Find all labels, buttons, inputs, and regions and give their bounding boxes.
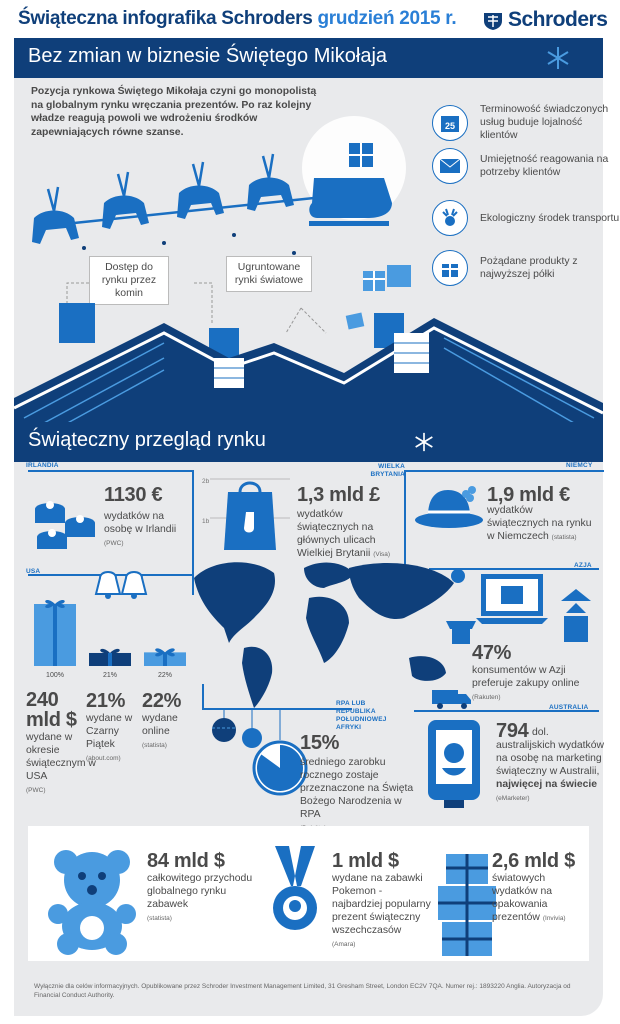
envelope-icon <box>432 148 468 184</box>
gift-ribbon <box>108 653 112 666</box>
region-label: USA <box>26 568 41 575</box>
region-label: AZJA <box>574 562 592 569</box>
santa-billboard-icon <box>424 718 484 810</box>
usa-value-1: 240 mld $ <box>26 689 77 731</box>
ornaments-pie-icon <box>202 710 302 800</box>
gift-icon <box>359 263 389 293</box>
medal-icon <box>269 846 321 946</box>
toys-desc: całkowitego przychodu globalnego rynku zabawek (statista) <box>147 873 253 922</box>
ireland-value: 1130 € <box>104 484 163 506</box>
santa-sleigh-illustration <box>14 123 414 273</box>
australia-desc: dol. australijskich wydatków na osobę na marketing świąteczny w Australii, najwięcej na świecie (eMarketer) <box>496 727 604 802</box>
usa-desc-1: wydane w okresie świątecznym w USA (PWC) <box>26 732 96 794</box>
asia-desc: konsumentów w Azji preferuje zakupy online (Rakuten) <box>472 665 580 701</box>
feature-item: Umiejętność reagowania na potrzeby klientów <box>432 148 620 184</box>
feature-item: Ekologiczny środek transportu <box>432 200 620 236</box>
germany-desc: wydatków świątecznych na rynku w Niemczech (statista) <box>487 505 592 542</box>
shopping-bag-icon <box>210 476 290 552</box>
usa-bar-label: 21% <box>102 672 118 679</box>
rsa-value: 15% <box>300 732 340 754</box>
snowflake-icon <box>546 46 570 70</box>
rsa-desc: średniego zarobku rocznego zostaje przeznaczone na Święta Bożego Narodzenia w RPA <box>300 757 414 820</box>
coins-icon <box>32 487 100 555</box>
gift-ribbon <box>163 652 167 666</box>
reindeer-icon <box>432 200 468 236</box>
usa-bar-label: 100% <box>46 672 64 679</box>
region-label: AUSTRALIA <box>549 704 589 711</box>
region-label: RPA LUB REPUBLIKA POŁUDNIOWEJ AFRYKI <box>336 700 387 731</box>
section2-banner: Świąteczny przegląd rynku <box>14 422 603 462</box>
uk-desc: wydatków świątecznych na głównych ulicach Wielkiej Brytanii (Visa) <box>297 509 391 559</box>
callout-global-markets: Ugruntowane rynki światowe <box>226 256 312 292</box>
section1-banner: Bez zmian w biznesie Świętego Mikołaja <box>14 38 603 78</box>
ireland-desc: wydatków na osobę w Irlandii (PWC) <box>104 511 177 547</box>
pokemon-desc: wydane na zabawki Pokemon - najbardziej popularny prezent świąteczny wszechczasów (Amara) <box>332 873 431 948</box>
rooftops-illustration <box>14 303 603 433</box>
wrapping-value: 2,6 mld $ <box>492 850 575 872</box>
calendar-icon <box>432 105 468 141</box>
teddy-bear-icon <box>44 844 140 954</box>
germany-value: 1,9 mld € <box>487 484 570 506</box>
gift-icon <box>432 250 468 286</box>
usa-value-2: 21% <box>86 690 126 712</box>
region-label: WIELKA BRYTANIA <box>370 463 405 478</box>
asia-value: 47% <box>472 642 512 664</box>
uk-value: 1,3 mld £ <box>297 484 380 506</box>
usa-value-3: 22% <box>142 690 182 712</box>
world-map-illustration <box>184 548 464 718</box>
region-label: NIEMCY <box>566 462 593 469</box>
svg-text:25: 25 <box>444 120 456 131</box>
region-label: IRLANDIA <box>26 462 59 469</box>
laptop-shopping-icon <box>446 566 596 646</box>
hat-icon <box>414 478 484 534</box>
schroders-logo: Schroders <box>482 8 607 32</box>
intro-text: Pozycja rynkowa Świętego Mikołaja czyni go monopolistą na globalnym rynku wręczania prezentów. Po raz kolejny władze reagują powoli we wdrożeniu środków zapewniających równe szanse. <box>31 86 317 138</box>
gift-ribbon <box>53 604 57 666</box>
page-title: Świąteczna infografika Schroders grudzień 2015 r. <box>18 8 457 29</box>
usa-bar-label: 22% <box>157 672 173 679</box>
schroders-crest-icon <box>482 9 504 31</box>
usa-desc-2: wydane w Czarny Piątek (about.com) <box>86 713 133 762</box>
truck-icon <box>432 686 472 710</box>
callout-chimney: Dostęp do rynku przez komin <box>89 256 169 305</box>
feature-item: 25 Terminowość świadczonych usług buduje lojalność klientów <box>432 103 620 142</box>
usa-gift-bars <box>30 586 195 681</box>
toys-value: 84 mld $ <box>147 850 225 872</box>
australia-value: 794 <box>496 720 529 742</box>
feature-item: Pożądane produkty z najwyższej półki <box>432 250 620 286</box>
pokemon-value: 1 mld $ <box>332 850 399 872</box>
infographic-body: Bez zmian w biznesie Świętego Mikołaja Pozycja rynkowa Świętego Mikołaja czyni go monopolistą na globalnym rynku wręczania prezentów. Po raz kolejny władze reagują powoli we wdrożeniu środków zapewniających równe szanse. 25 Terminowość świadczonych usług buduje lojalność klientów Umiejętność reagowania na potrzeby klientów Ekologiczny środek transportu Pożądane produkty z najwyższej półki Dostęp do rynku przez komin Ugruntowane rynki światowe Świąteczny przegląd rynku IRLANDIA WIELKA BRYTANIA NIEMCY USA AZJA RPA LUB REPUBLIKA POŁUDNIOWEJ AFRYKI AUSTRALIA 1130 € wydatków na osobę w Irlandii (PWC) 2b 1b 1,3 mld £ wydatków świątecznych na głównych ulicach Wielkiej Brytanii (Visa) 1,9 mld € wydatków świątecznych na rynku w Niemczech (statista) 100% 21% 22% 240 mld $ wydane w okresie świątecznym w USA (PWC) 21% wydane w Czarny Piątek (about.com) 22% wydane online (statista) 47% konsumentów w Azji preferuje zakupy online (Rakuten) 15% średniego zarobku rocznego zostaje przeznaczone na Święta Bożego Narodzenia w RPA 794 dol. australijskich wydatków na osobę na marketing świąteczny w Australii, najwięcej na świecie (eMarketer) 84 mld $ całkowitego przychodu globalnego rynku zabawek (statista) 1 mld $ wydane na zabawki Pokemon - najbardziej popularny prezent świąteczny wszechczasów (Amara) 2,6 mld $ światowych wydatków na opakowania prezentów (Invivia) Wyłącznie dla celów informacyjnych. Opublikowane przez Schroder Investment Management Limited, 31 Gresham Street, London EC2V 7QA. Numer rej.: 1893220 Anglia. Autoryzacja od Financial Conduct Authority. <box>14 38 603 1016</box>
usa-desc-3: wydane online (statista) <box>142 713 178 749</box>
wrapping-desc: światowych wydatków na opakowania prezentów (Invivia) <box>492 873 566 923</box>
footer-disclaimer: Wyłącznie dla celów informacyjnych. Opublikowane przez Schroder Investment Management Limited, 31 Gresham Street, London EC2V 7QA. Numer rej.: 1893220 Anglia. Autoryzacja od Financial Conduct Authority. <box>34 983 571 999</box>
snowflake-icon <box>414 432 434 452</box>
